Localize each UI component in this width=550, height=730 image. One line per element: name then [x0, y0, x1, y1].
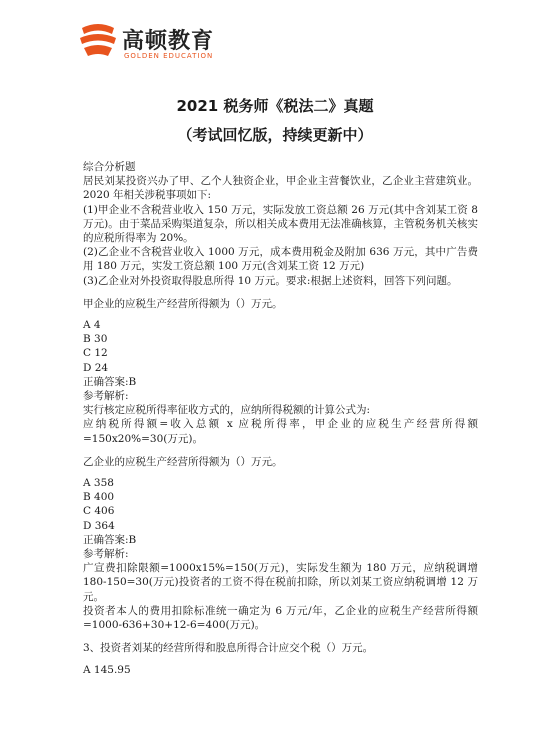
correct-answer: 正确答案:B: [83, 533, 137, 546]
analysis-text: 应纳税所得额=收入总额 x 应税所得率，甲企业的应税生产经营所得额=150x20%=30(万元)。: [83, 418, 478, 445]
option-c: C 406: [83, 505, 115, 518]
option-a: A 4: [83, 319, 101, 332]
analysis-label: 参考解析:: [83, 548, 129, 561]
case-item: (3)乙企业对外投资取得股息所得 10 万元。要求:根据上述资料，回答下列问题。: [83, 274, 458, 287]
page-subtitle: （考试回忆版，持续更新中）: [177, 126, 373, 144]
case-item: (1)甲企业不含税营业收入 150 万元，实际发放工资总额 26 万元(其中含刘某工资 8 万元)。由于菜品采购渠道复杂，所以相关成本费用无法准确核算，主管税务机关核实的应税所得率为 20%。: [83, 203, 478, 245]
question-1-stem: 甲企业的应税生产经营所得额为（）万元。: [83, 297, 283, 310]
brand-logo: [78, 20, 238, 64]
option-b: B 400: [83, 491, 115, 504]
case-heading: 综合分析题: [83, 161, 136, 173]
analysis-text: 投资者本人的费用扣除标准统一确定为 6 万元/年，乙企业的应税生产经营所得额=1000-636+30+12-6=400(万元)。: [83, 604, 478, 632]
logo-name-en: GOLDEN EDUCATION: [124, 52, 214, 60]
option-b: B 30: [83, 333, 108, 346]
analysis-text: 广宣费扣除限额=1000x15%=150(万元)，实际发生额为 180 万元，应纳税调增 180-150=30(万元)投资者的工资不得在税前扣除，所以刘某工资应纳税调增 12 万元。: [83, 562, 478, 603]
document-body: [83, 160, 478, 677]
analysis-label: 参考解析:: [83, 390, 129, 403]
case-item: (2)乙企业不含税营业收入 1000 万元，成本费用税金及附加 636 万元，其中广告费用 180 万元，实发工资总额 100 万元(含刘某工资 12 万元): [83, 246, 478, 273]
option-a: A 145.95: [83, 663, 131, 676]
page-title: 2021 税务师《税法二》真题: [176, 97, 374, 115]
option-d: D 364: [83, 519, 115, 532]
option-a: A 358: [83, 477, 114, 490]
option-c: C 12: [83, 347, 108, 360]
correct-answer: 正确答案:B: [83, 375, 137, 388]
question-2-stem: 乙企业的应税生产经营所得额为（）万元。: [83, 455, 283, 468]
analysis-text: 实行核定应税所得率征收方式的，应纳所得税额的计算公式为:: [83, 404, 371, 417]
option-d: D 24: [83, 361, 109, 374]
case-intro: 居民刘某投资兴办了甲、乙个人独资企业，甲企业主营餐饮业，乙企业主营建筑业。2020 年相关涉税事项如下:: [83, 175, 478, 202]
logo-name-cn: 高顿教育: [122, 29, 215, 54]
question-3-stem: 3、投资者刘某的经营所得和股息所得合计应交个税（）万元。: [83, 642, 374, 655]
golden-education-logo-icon: [78, 22, 118, 60]
